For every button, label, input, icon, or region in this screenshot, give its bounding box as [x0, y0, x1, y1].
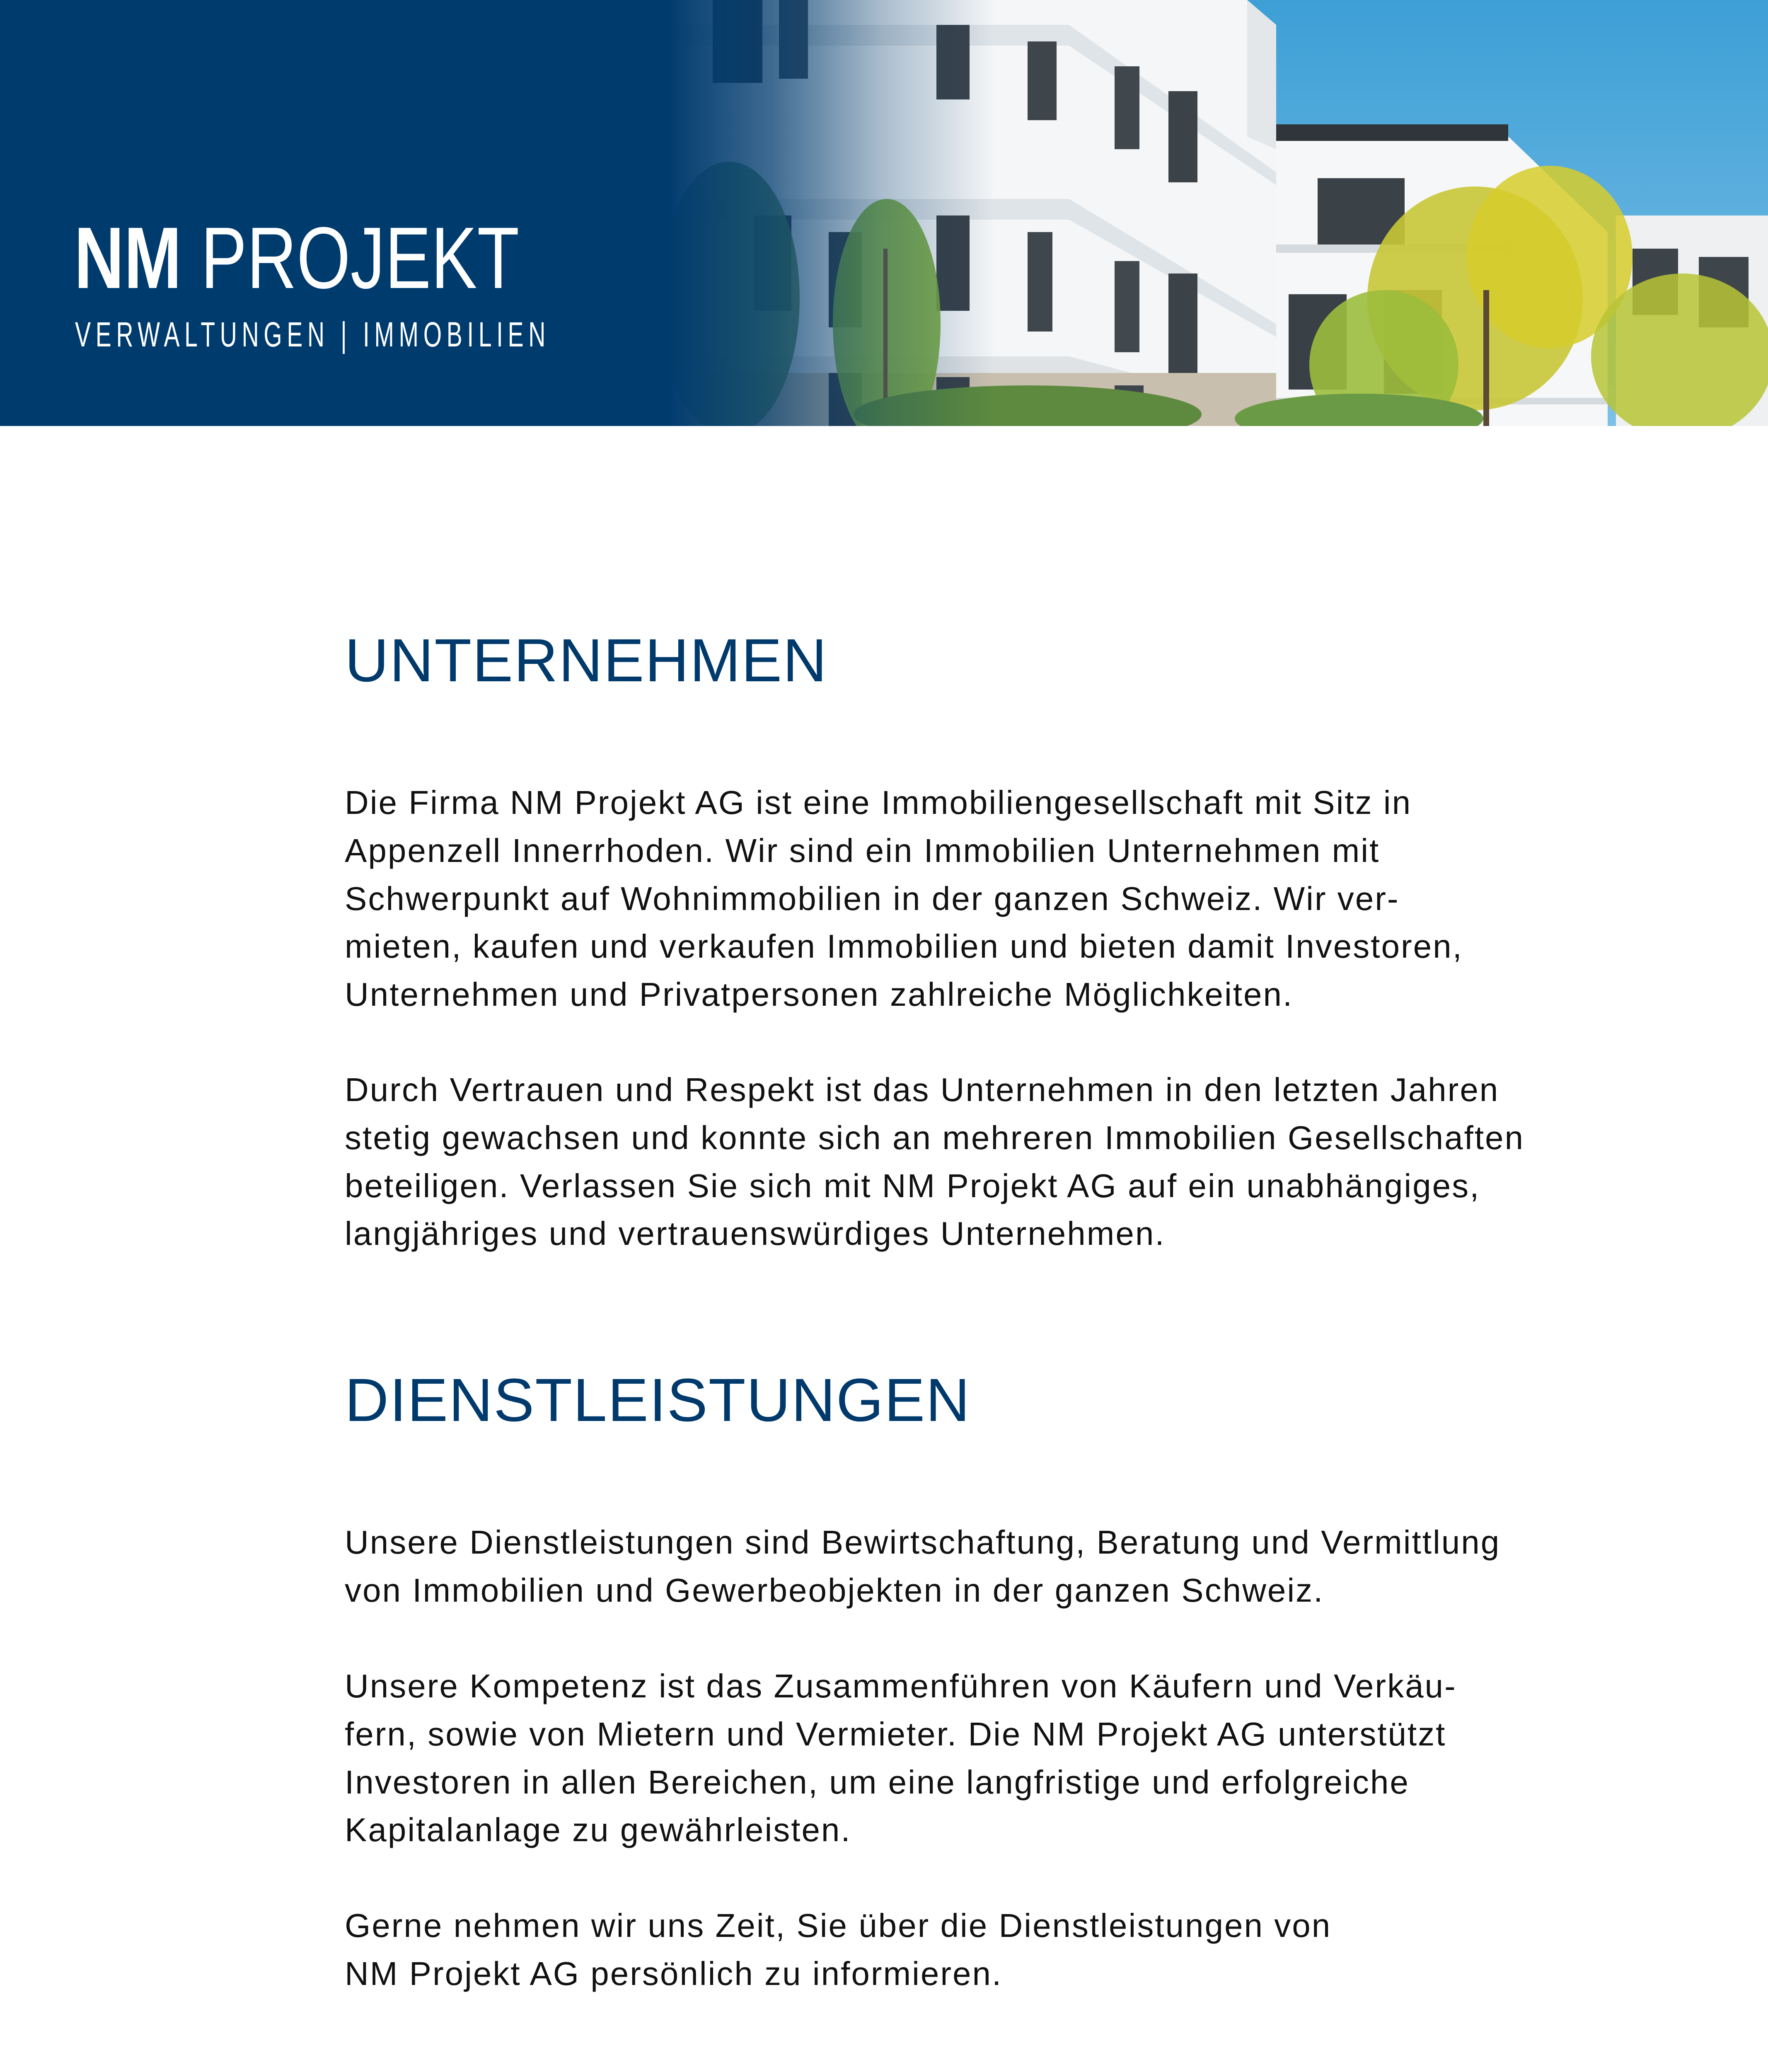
text-line: Appenzell Innerrhoden. Wir sind ein Immobilien Unternehmen mit: [345, 832, 1380, 869]
text-line: beteiligen. Verlassen Sie sich mit NM Projekt AG auf ein unabhängiges,: [345, 1167, 1480, 1204]
header-gradient-overlay: [622, 0, 994, 426]
text-line: langjähriges und vertrauenswürdiges Unternehmen.: [345, 1215, 1166, 1252]
text-line: Unternehmen und Privatpersonen zahlreiche Möglichkeiten.: [345, 976, 1294, 1013]
text-line: Investoren in allen Bereichen, um eine langfristige und erfolgreiche: [345, 1764, 1410, 1801]
text-line: Unsere Kompetenz ist das Zusammenführen von Käufern und Verkäu-: [345, 1668, 1457, 1704]
text-line: Kapitalanlage zu gewährleisten.: [345, 1811, 851, 1848]
text-line: Durch Vertrauen und Respekt ist das Unternehmen in den letzten Jahren: [345, 1071, 1500, 1108]
text-line: Die Firma NM Projekt AG ist eine Immobiliengesellschaft mit Sitz in: [345, 784, 1412, 821]
text-line: fern, sowie von Mietern und Vermieter. Die NM Projekt AG unterstützt: [345, 1716, 1446, 1752]
section-heading: UNTERNEHMEN: [345, 627, 828, 695]
page-header: [0, 0, 1768, 426]
text-line: NM Projekt AG persönlich zu informieren.: [345, 1955, 1003, 1992]
logo-tagline: VERWALTUNGEN | IMMOBILIEN: [75, 315, 551, 354]
text-line: von Immobilien und Gewerbeobjekten in der ganzen Schweiz.: [345, 1572, 1324, 1609]
text-line: stetig gewachsen und konnte sich an mehreren Immobilien Gesellschaften: [345, 1119, 1525, 1156]
section-heading: DIENSTLEISTUNGEN: [345, 1366, 971, 1434]
text-line: Unsere Dienstleistungen sind Bewirtschaftung, Beratung und Vermittlung: [345, 1524, 1501, 1561]
logo-bold-part: NM: [74, 209, 182, 307]
text-line: mieten, kaufen und verkaufen Immobilien und bieten damit Investoren,: [345, 928, 1463, 965]
logo-wordmark: [74, 204, 519, 312]
text-line: Gerne nehmen wir uns Zeit, Sie über die Dienstleistungen von: [345, 1907, 1332, 1944]
logo-light-part: PROJEKT: [201, 209, 520, 307]
text-line: Schwerpunkt auf Wohnimmobilien in der ganzen Schweiz. Wir ver-: [345, 880, 1400, 917]
